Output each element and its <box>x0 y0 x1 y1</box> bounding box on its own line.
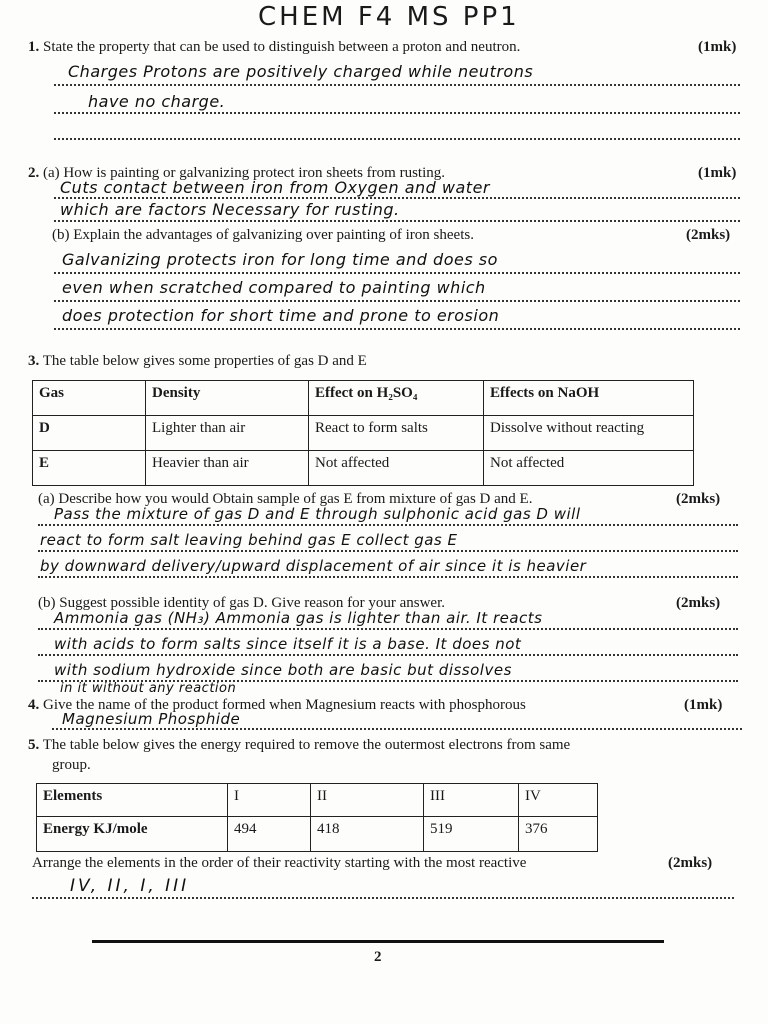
question-number: 4. <box>28 697 40 713</box>
handwritten-answer: have no charge. <box>88 92 226 111</box>
handwritten-answer: Charges Protons are positively charged while neutrons <box>68 62 534 81</box>
table-cell: 519 <box>424 817 519 852</box>
handwritten-answer: with acids to form salts since itself it is a base. It does not <box>54 635 522 653</box>
handwritten-answer: in it without any reaction <box>60 681 237 696</box>
table-header-row <box>37 784 598 817</box>
table-cell: E <box>33 451 146 486</box>
question-3a: (a) Describe how you would Obtain sample of gas E from mixture of gas D and E. <box>38 491 533 507</box>
question-1 <box>28 38 520 56</box>
table-header-cell: III <box>424 784 519 817</box>
page-number: 2 <box>374 949 382 965</box>
question-3b: (b) Suggest possible identity of gas D. Give reason for your answer. <box>38 595 446 611</box>
page-title: CHEM F4 MS PP1 <box>258 2 520 32</box>
marks-label: (1mk) <box>684 697 723 713</box>
table-row <box>33 416 694 451</box>
handwritten-answer: does protection for short time and prone to erosion <box>62 306 500 325</box>
table-header-cell: II <box>311 784 424 817</box>
table-cell: Not affected <box>309 451 484 486</box>
question-text-continued: group. <box>52 757 91 773</box>
marks-label: (2mks) <box>676 491 721 507</box>
handwritten-answer: Ammonia gas (NH₃) Ammonia gas is lighter than air. It reacts <box>54 609 543 627</box>
answer-line <box>54 220 740 222</box>
handwritten-answer: IV, II, I, III <box>70 876 190 896</box>
answer-line <box>38 654 738 656</box>
answer-line <box>38 576 738 578</box>
table-header-cell: I <box>228 784 311 817</box>
table-cell: React to form salts <box>309 416 484 451</box>
table-cell: Lighter than air <box>146 416 309 451</box>
marks-label: (1mk) <box>698 165 737 181</box>
answer-line <box>54 138 740 140</box>
handwritten-answer: Pass the mixture of gas D and E through sulphonic acid gas D will <box>54 505 581 523</box>
question-5 <box>28 736 570 754</box>
handwritten-answer: react to form salt leaving behind gas E collect gas E <box>40 531 458 549</box>
question-text: The table below gives the energy required to remove the outermost electrons from same <box>42 737 571 753</box>
answer-line <box>54 84 740 86</box>
answer-line <box>54 300 740 302</box>
table-cell: 376 <box>519 817 598 852</box>
table-cell: Dissolve without reacting <box>484 416 694 451</box>
question-text: Give the name of the product formed when Magnesium reacts with phosphorous <box>43 697 526 713</box>
answer-line <box>38 628 738 630</box>
answer-line <box>32 897 734 899</box>
question-text: The table below gives some properties of gas D and E <box>42 353 367 369</box>
marks-label: (2mks) <box>686 227 731 243</box>
table-header-cell: Density <box>146 381 309 416</box>
handwritten-answer: with sodium hydroxide since both are basic but dissolves <box>54 661 512 679</box>
table-cell: Energy KJ/mole <box>37 817 228 852</box>
handwritten-answer: Galvanizing protects iron for long time and does so <box>62 250 498 269</box>
table-header-cell: Gas <box>33 381 146 416</box>
answer-line <box>38 550 738 552</box>
question-3 <box>28 352 367 370</box>
table-header-row <box>33 381 694 416</box>
question-text: State the property that can be used to distinguish between a proton and neutron. <box>43 39 521 55</box>
table-header-cell: Effect on H₂SO₄ <box>309 381 484 416</box>
question-number: 2. <box>28 165 40 181</box>
table-cell: 418 <box>311 817 424 852</box>
answer-line <box>54 112 740 114</box>
answer-line <box>54 272 740 274</box>
question-number: 5. <box>28 737 40 753</box>
question-2b: (b) Explain the advantages of galvanizing over painting of iron sheets. <box>52 227 474 243</box>
table-cell: Heavier than air <box>146 451 309 486</box>
answer-line <box>54 328 740 330</box>
table-header-cell: IV <box>519 784 598 817</box>
marks-label: (2mks) <box>676 595 721 611</box>
handwritten-answer: even when scratched compared to painting which <box>62 278 486 297</box>
table-cell: 494 <box>228 817 311 852</box>
table-cell: Not affected <box>484 451 694 486</box>
marks-label: (2mks) <box>668 855 713 871</box>
gas-properties-table <box>32 380 694 486</box>
answer-line <box>38 524 738 526</box>
table-row <box>33 451 694 486</box>
question-number: 1. <box>28 39 40 55</box>
handwritten-answer: by downward delivery/upward displacement of air since it is heavier <box>40 557 587 575</box>
handwritten-answer: Magnesium Phosphide <box>62 710 241 728</box>
marks-label: (1mk) <box>698 39 737 55</box>
handwritten-answer: which are factors Necessary for rusting. <box>60 200 400 219</box>
table-row <box>37 817 598 852</box>
question-text: (a) How is painting or galvanizing protect iron sheets from rusting. <box>43 165 445 181</box>
table-header-cell: Elements <box>37 784 228 817</box>
table-cell: D <box>33 416 146 451</box>
question-number: 3. <box>28 353 40 369</box>
table-header-cell: Effects on NaOH <box>484 381 694 416</box>
ionization-energy-table <box>36 783 598 852</box>
answer-line <box>52 728 742 730</box>
handwritten-answer: Cuts contact between iron from Oxygen and water <box>60 178 490 197</box>
question-5-instruction: Arrange the elements in the order of their reactivity starting with the most reactive <box>32 855 527 871</box>
footer-rule <box>92 940 664 943</box>
answer-line <box>54 197 740 199</box>
